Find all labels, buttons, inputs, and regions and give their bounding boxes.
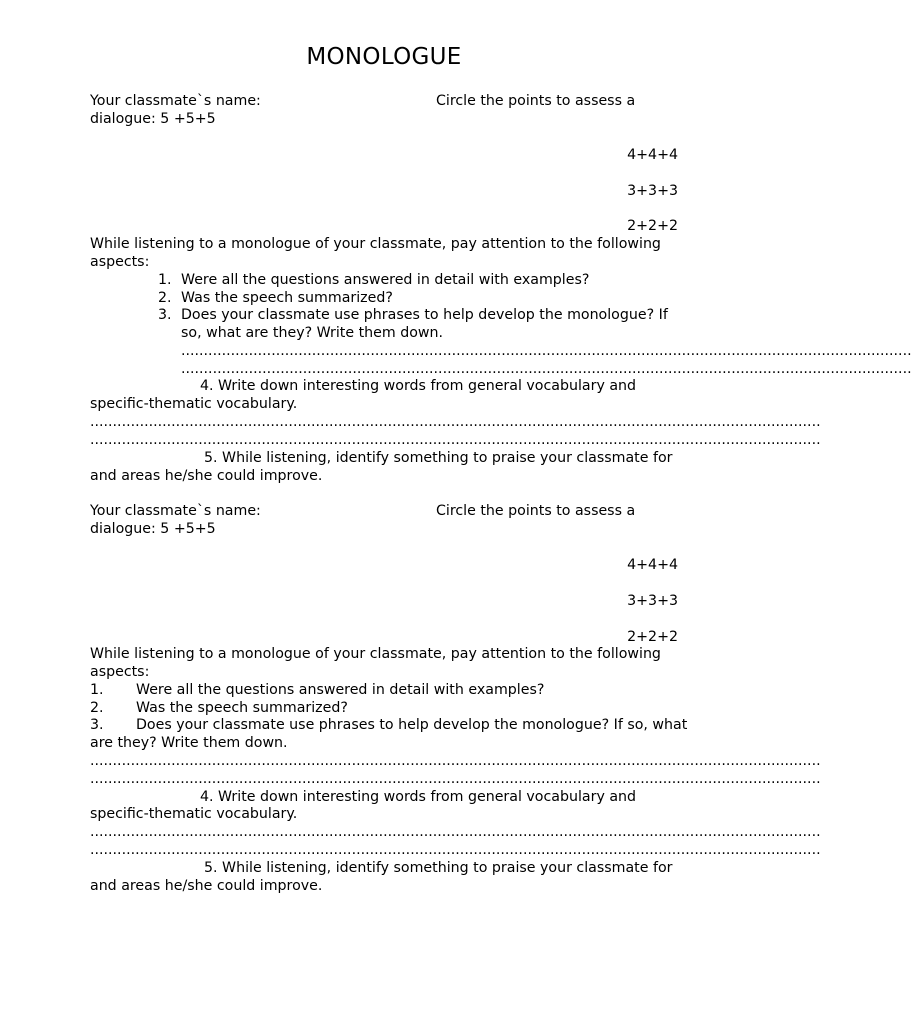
task-4-line-1: 4. Write down interesting words from general vocabulary and [200, 378, 637, 394]
answer-dotted-line: .................................................................................................................................................................. [90, 842, 821, 858]
task-4-line-2: specific-thematic vocabulary. [90, 806, 298, 822]
list-item-continuation: so, what are they? Write them down. [181, 325, 443, 341]
task-4-line-2: specific-thematic vocabulary. [90, 396, 298, 412]
score-option-2: 2+2+2 [627, 218, 678, 234]
instructions-line-2: aspects: [90, 254, 150, 270]
assessment-header-2 [90, 502, 682, 520]
task-5-line-2: and areas he/she could improve. [90, 468, 323, 484]
answer-dotted-line: .................................................................................................................................................................. [181, 361, 912, 377]
task-4-line-1: 4. Write down interesting words from general vocabulary and [200, 789, 637, 805]
classmate-name-label: Your classmate`s name: [90, 93, 261, 109]
score-option-3: 3+3+3 [627, 593, 678, 609]
instructions-line-1: While listening to a monologue of your classmate, pay attention to the following [90, 646, 661, 662]
score-option-4: 4+4+4 [627, 557, 678, 573]
task-5-line-1: 5. While listening, identify something to praise your classmate for [204, 450, 673, 466]
circle-points-label: Circle the points to assess a [436, 503, 636, 519]
list-item: 3. Does your classmate use phrases to help develop the monologue? If [158, 307, 668, 323]
list-item: 1. Were all the questions answered in detail with examples? [90, 682, 545, 698]
instructions-line-1: While listening to a monologue of your classmate, pay attention to the following [90, 236, 661, 252]
dialogue-score-label: dialogue: 5 +5+5 [90, 111, 216, 127]
list-item-continuation: are they? Write them down. [90, 735, 288, 751]
page-title: MONOLOGUE [306, 44, 462, 70]
instructions-line-2: aspects: [90, 664, 150, 680]
answer-dotted-line: .................................................................................................................................................................. [90, 432, 821, 448]
task-5-line-1: 5. While listening, identify something to praise your classmate for [204, 860, 673, 876]
score-option-3: 3+3+3 [627, 183, 678, 199]
dialogue-score-label: dialogue: 5 +5+5 [90, 521, 216, 537]
answer-dotted-line: .................................................................................................................................................................. [90, 824, 821, 840]
score-option-4: 4+4+4 [627, 147, 678, 163]
list-item: 2. Was the speech summarized? [158, 290, 393, 306]
assessment-header-1 [90, 92, 682, 110]
answer-dotted-line: .................................................................................................................................................................. [90, 753, 821, 769]
task-5-line-2: and areas he/she could improve. [90, 878, 323, 894]
list-item: 2. Was the speech summarized? [90, 700, 348, 716]
score-option-2: 2+2+2 [627, 629, 678, 645]
answer-dotted-line: .................................................................................................................................................................. [181, 343, 912, 359]
classmate-name-label: Your classmate`s name: [90, 503, 261, 519]
answer-dotted-line: .................................................................................................................................................................. [90, 414, 821, 430]
list-item: 1. Were all the questions answered in detail with examples? [158, 272, 590, 288]
circle-points-label: Circle the points to assess a [436, 93, 636, 109]
answer-dotted-line: .................................................................................................................................................................. [90, 771, 821, 787]
list-item: 3. Does your classmate use phrases to help develop the monologue? If so, what [90, 717, 688, 733]
